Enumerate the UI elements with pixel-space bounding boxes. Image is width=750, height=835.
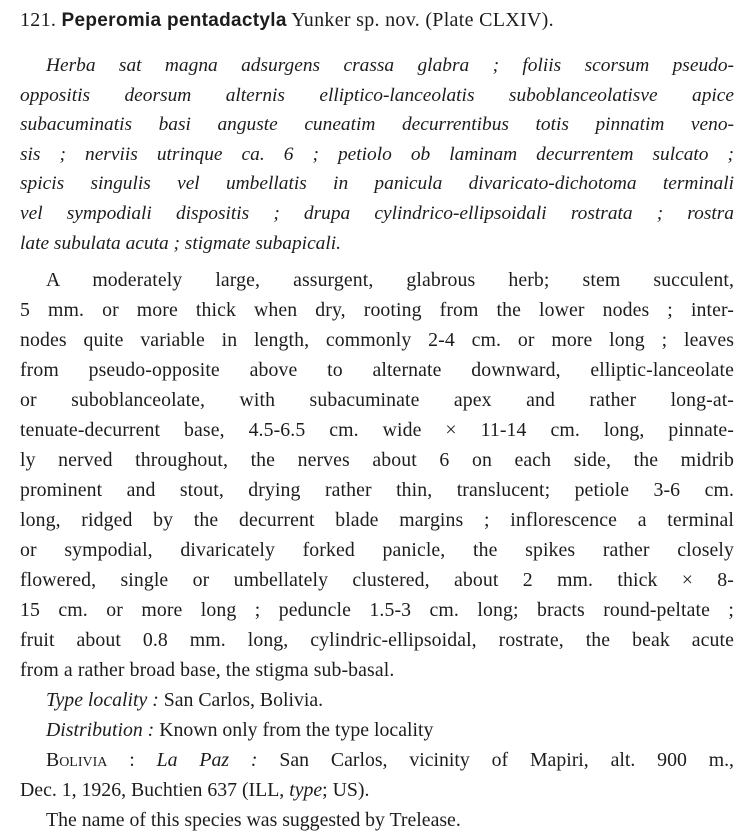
description-line: from a rather broad base, the stigma sub-basal.	[20, 659, 395, 682]
description-line: 15 cm. or more long ; peduncle 1.5-3 cm. long; bracts round-peltate ;	[20, 599, 734, 622]
specimen-region: La Paz :	[156, 749, 258, 772]
specimen-locality: San Carlos, vicinity of Mapiri, alt. 900 m.,	[279, 749, 734, 772]
description-line: nodes quite variable in length, commonly 2-4 cm. or more long ; leaves	[20, 329, 734, 352]
specimen-country: Bolivia :	[46, 749, 135, 772]
description-line: ly nerved throughout, the nerves about 6 on each side, the midrib	[20, 449, 734, 472]
species-authority: Yunker sp. nov. (Plate CLXIV).	[291, 9, 554, 31]
description-line: prominent and stout, drying rather thin, translucent; petiole 3-6 cm.	[20, 479, 734, 502]
description-line: flowered, single or umbellately clustered, about 2 mm. thick × 8-	[20, 569, 734, 592]
description-line: fruit about 0.8 mm. long, cylindric-ellipsoidal, rostrate, the beak acute	[20, 629, 734, 652]
latin-diagnosis	[20, 51, 734, 258]
specimen-line-1	[20, 745, 734, 775]
description-line: A moderately large, assurgent, glabrous herb; stem succulent,	[46, 269, 734, 292]
specimen-line-2	[20, 775, 734, 805]
description-line: or sympodial, divaricately forked panicle, the spikes rather closely	[20, 539, 734, 562]
species-name: Peperomia pentadactyla	[61, 10, 287, 31]
diagnosis-line: sis ; nerviis utrinque ca. 6 ; petiolo ob laminam decurrentem sulcato ;	[20, 143, 734, 165]
specimen-citation	[20, 745, 734, 805]
species-number: 121.	[20, 9, 57, 31]
distribution-value: Known only from the type locality	[159, 719, 434, 742]
type-locality-label: Type locality :	[46, 689, 159, 712]
description-line: tenuate-decurrent base, 4.5-6.5 cm. wide × 11-14 cm. long, pinnate-	[20, 419, 734, 442]
diagnosis-line: spicis singulis vel umbellatis in panicula divaricato-dichotoma terminali	[20, 173, 734, 195]
type-locality-value: San Carlos, Bolivia.	[163, 689, 324, 712]
description-line: 5 mm. or more thick when dry, rooting from the lower nodes ; inter-	[20, 299, 734, 322]
type-locality	[20, 685, 734, 715]
english-description	[20, 265, 734, 685]
distribution-line	[20, 715, 734, 745]
description-line: long, ridged by the decurrent blade margins ; inflorescence a terminal	[20, 509, 734, 532]
diagnosis-line: oppositis deorsum alternis elliptico-lanceolatis suboblanceolatisve apice	[20, 84, 734, 106]
distribution	[20, 715, 734, 745]
etymology-note	[20, 805, 734, 835]
diagnosis-line: late subulata acuta ; stigmate subapicali.	[20, 232, 341, 254]
specimen-type-word: type	[289, 779, 323, 802]
distribution-label: Distribution :	[46, 719, 155, 742]
species-heading	[20, 6, 734, 35]
diagnosis-line: subacuminatis basi anguste cuneatim decurrentibus totis pinnatim veno-	[20, 114, 734, 136]
specimen-collection: Dec. 1, 1926, Buchtien 637 (ILL,	[20, 779, 285, 802]
diagnosis-line: vel sympodiali dispositis ; drupa cylindrico-ellipsoidali rostrata ; rostra	[20, 202, 734, 224]
description-line: or suboblanceolate, with subacuminate apex and rather long-at-	[20, 389, 734, 412]
specimen-herbarium: ; US).	[322, 779, 370, 802]
description-line: from pseudo-opposite above to alternate downward, elliptic-lanceolate	[20, 359, 734, 382]
type-locality-line	[20, 685, 734, 715]
note-line: The name of this species was suggested by Trelease.	[46, 809, 461, 832]
diagnosis-line: Herba sat magna adsurgens crassa glabra ; foliis scorsum pseudo-	[46, 55, 734, 76]
